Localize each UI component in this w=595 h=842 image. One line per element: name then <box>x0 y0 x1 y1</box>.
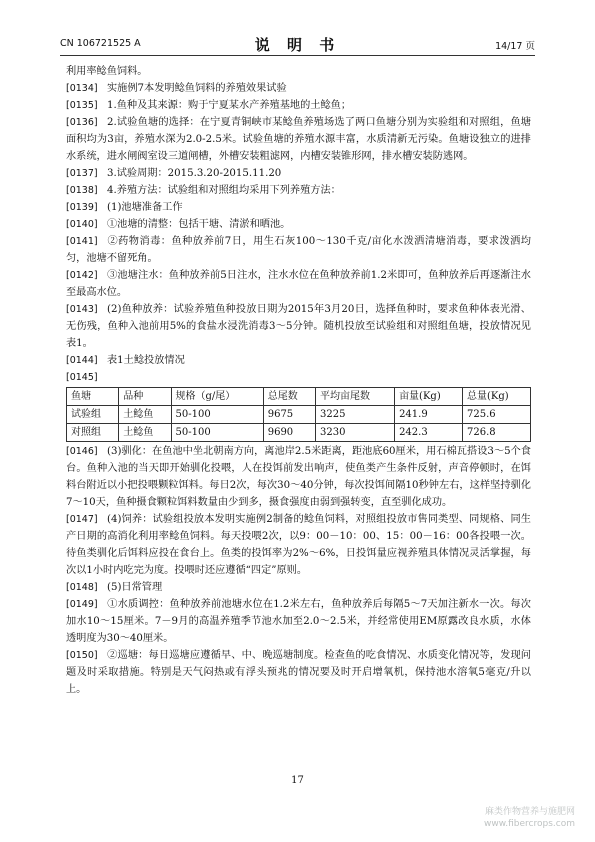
table-paragraph-number: [0145] <box>66 372 98 383</box>
table-cell: 242.3 <box>395 424 463 442</box>
paragraph-number: [0144] <box>66 355 98 366</box>
paragraph-number: [0143] <box>66 304 98 315</box>
paragraph-text: (5)日常管理 <box>107 582 163 593</box>
paragraph <box>66 114 531 165</box>
paragraph-number: [0149] <box>66 599 98 610</box>
table-cell: 总量(Kg) <box>463 388 531 406</box>
table-row <box>67 406 531 424</box>
paragraph-text: ②药物消毒：鱼种放养前7日，用生石灰100～130千克/亩化水泼洒清塘消毒，要求泼洒均匀，池塘不留死角。 <box>66 236 531 264</box>
paragraph <box>66 233 531 267</box>
paragraph-number: [0140] <box>66 219 98 230</box>
table-cell: 对照组 <box>67 424 119 442</box>
publication-number: CN 106721525 A <box>60 38 141 49</box>
table-cell: 241.9 <box>395 406 463 424</box>
paragraph-list-2 <box>66 443 531 698</box>
paragraph <box>66 97 531 114</box>
header-divider <box>60 55 535 56</box>
paragraph <box>66 352 531 369</box>
paragraph-text: ①水质调控：鱼种放养前池塘水位在1.2米左右，鱼种放养后每隔5～7天加注新水一次。每次加水10～15厘米。7－9月的高温养殖季节池水加至2.0～2.5米，并经常使用EM原露改良水质，水体透明度为30～40厘米。 <box>66 599 531 644</box>
table-cell: 726.8 <box>463 424 531 442</box>
paragraph <box>66 579 531 596</box>
paragraph-number: [0148] <box>66 582 98 593</box>
stocking-table <box>66 387 531 442</box>
paragraph-number: [0147] <box>66 514 98 525</box>
table-cell: 土鲶鱼 <box>119 406 171 424</box>
paragraph-number: [0136] <box>66 117 98 128</box>
table-cell: 亩量(Kg) <box>395 388 463 406</box>
paragraph-list <box>66 80 531 369</box>
paragraph-number: [0141] <box>66 236 98 247</box>
document-title: 说 明 书 <box>254 36 341 54</box>
paragraph <box>66 301 531 352</box>
watermark-url: www.fibercrops.com <box>484 819 575 829</box>
paragraph <box>66 647 531 698</box>
table-cell: 50-100 <box>171 424 263 442</box>
table-cell: 总尾数 <box>263 388 315 406</box>
paragraph <box>66 511 531 579</box>
paragraph-text: 表1土鲶投放情况 <box>107 355 185 366</box>
paragraph-text: 实施例7本发明鲶鱼饲料的养殖效果试验 <box>107 83 287 94</box>
page-header <box>60 34 535 52</box>
table-row <box>67 424 531 442</box>
paragraph-number: [0137] <box>66 168 98 179</box>
paragraph-number: [0138] <box>66 185 98 196</box>
paragraph-text: ②巡塘：每日巡塘应遵循早、中、晚巡塘制度。检查鱼的吃食情况、水质变化情况等，发现问题及时采取措施。特别是天气闷热或有浮头预兆的情况要及时开启增氧机，保持池水溶氧5毫克/升以上。 <box>66 650 531 695</box>
paragraph-number: [0146] <box>66 446 98 457</box>
paragraph <box>66 443 531 511</box>
table-cell: 品种 <box>119 388 171 406</box>
paragraph-text: 2.试验鱼塘的选择：在宁夏青铜峡市某鲶鱼养殖场选了两口鱼塘分别为实验组和对照组，鱼塘面积均为3亩，养殖水深为2.0-2.5米。试验鱼塘的养殖水源丰富，水质清新无污染。鱼塘设独立的进排水系统，进水闸阀室设三道闸槽，外槽安装粗滤网，内槽安装锥形网，排水槽安装防逃网。 <box>66 117 531 162</box>
paragraph-number: [0150] <box>66 650 98 661</box>
paragraph-text: (2)鱼种放养：试验养殖鱼种投放日期为2015年3月20日，选择鱼种时，要求鱼种体表光滑、无伤残，鱼种入池前用5%的食盐水浸洗消毒3～5分钟。随机投放至试验组和对照组鱼塘，投放情况见表1。 <box>66 304 531 349</box>
paragraph <box>66 182 531 199</box>
watermark <box>484 806 575 830</box>
paragraph <box>66 165 531 182</box>
table-cell: 50-100 <box>171 406 263 424</box>
paragraph-text: 3.试验周期：2015.3.20-2015.11.20 <box>107 168 282 179</box>
page-indicator: 14/17 页 <box>495 41 535 52</box>
paragraph <box>66 199 531 216</box>
watermark-title: 麻类作物营养与施肥网 <box>484 807 575 817</box>
table-cell: 土鲶鱼 <box>119 424 171 442</box>
table-cell: 3230 <box>315 424 394 442</box>
table-cell: 3225 <box>315 406 394 424</box>
paragraph-text: ③池塘注水：鱼种放养前5日注水，注水水位在鱼种放养前1.2米即可，鱼种放养后再逐渐注水至最高水位。 <box>66 270 531 298</box>
table-cell: 平均亩尾数 <box>315 388 394 406</box>
table-cell: 鱼塘 <box>67 388 119 406</box>
paragraph-text: 1.鱼种及其来源：购于宁夏某水产养殖基地的土鲶鱼； <box>107 100 352 111</box>
table-cell: 试验组 <box>67 406 119 424</box>
paragraph <box>66 267 531 301</box>
paragraph-text: ①池塘的清整：包括干塘、清淤和晒池。 <box>107 219 291 230</box>
paragraph-text: (1)池塘准备工作 <box>107 202 183 213</box>
table-cell: 9690 <box>263 424 315 442</box>
paragraph-number: [0142] <box>66 270 98 281</box>
document-body <box>66 63 531 698</box>
paragraph <box>66 216 531 233</box>
paragraph-number: [0139] <box>66 202 98 213</box>
paragraph-text: (3)驯化：在鱼池中坐北朝南方向，离池岸2.5米距离，距池底60厘米，用石棉瓦搭设3～5个食台。鱼种入池的当天即开始驯化投喂，人在投饵前发出响声，使鱼类产生条件反射，声音停顿时，在饵料台附近以小把投喂颗粒饵料。每日2次，每次30～40分钟，每次投饵间隔10秒钟左右，这样坚持驯化7～10天，鱼种摄食颗粒饵料数量由少到多，摄食强度由弱到强转变，直至驯化成功。 <box>66 446 531 508</box>
paragraph-text: 4.养殖方法：试验组和对照组均采用下列养殖方法： <box>107 185 341 196</box>
table-header-row <box>67 388 531 406</box>
paragraph <box>66 596 531 647</box>
table-cell: 9675 <box>263 406 315 424</box>
paragraph-number: [0134] <box>66 83 98 94</box>
paragraph-text: (4)饲养：试验组投放本发明实施例2制备的鲶鱼饲料，对照组投放市售同类型、同规格、同生产日期的高消化利用率鲶鱼饲料。每天投喂2次，以9：00－10：00、15：00－16：00各投喂一次。待鱼类驯化后饵料应投在食台上。鱼类的投饵率为2%～6%，日投饵量应视养殖具体情况灵活掌握，每次以1小时内吃完为度。投喂时还应遵循“四定”原则。 <box>66 514 531 576</box>
table-cell: 725.6 <box>463 406 531 424</box>
table-cell: 规格（g/尾） <box>171 388 263 406</box>
paragraph <box>66 80 531 97</box>
page-number: 17 <box>291 775 304 786</box>
paragraph-number: [0135] <box>66 100 98 111</box>
lead-text: 利用率鲶鱼饲料。 <box>66 66 148 77</box>
